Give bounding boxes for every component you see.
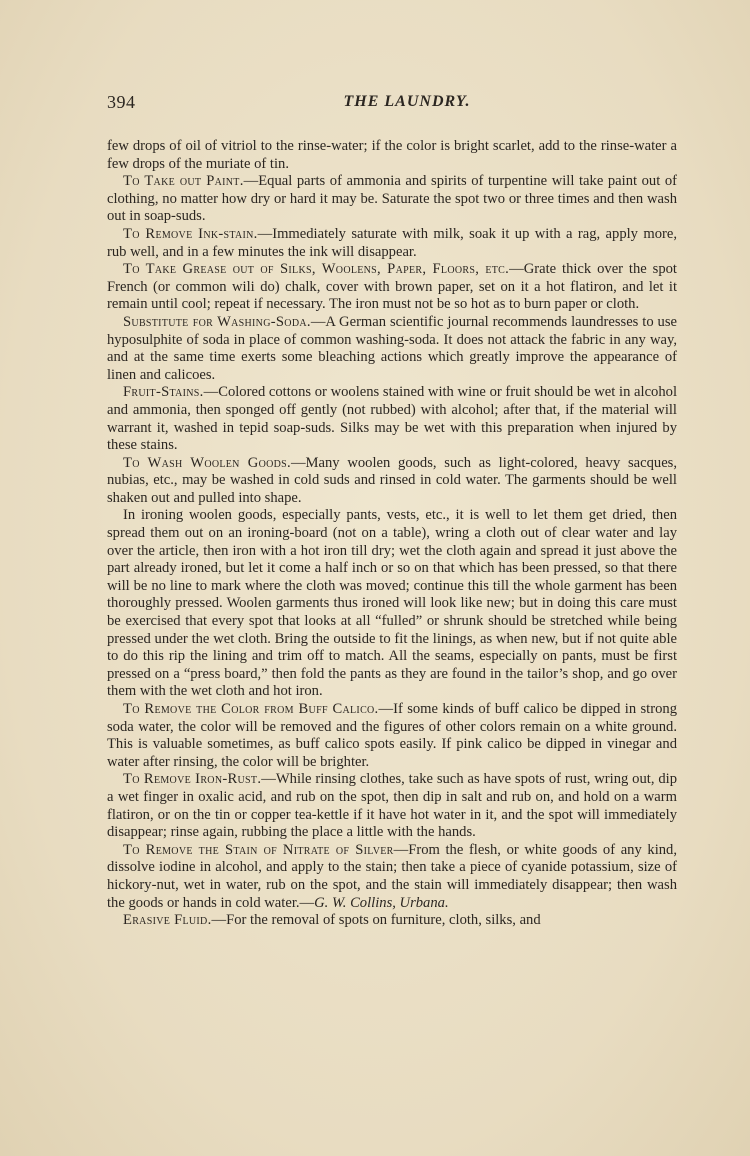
running-title: THE LAUNDRY.	[343, 93, 471, 110]
paragraph	[107, 507, 677, 701]
paragraph	[107, 261, 677, 314]
paragraph-heading: Fruit-Stains.	[123, 384, 204, 401]
paragraph-heading: To Take out Paint.	[123, 173, 244, 190]
paragraph-text: —For the removal of spots on furniture, cloth, silks, and	[211, 912, 541, 929]
paragraph	[107, 455, 677, 508]
paragraph-text: —Grate thick over the spot French (or common wili do) chalk, cover with brown paper, set on it a hot flatiron, and let it remain until cool; repeat if necessary. The iron must not be so hot as to burn paper or cloth.	[107, 261, 677, 313]
paragraph-text: —Equal parts of ammonia and spirits of turpentine will take paint out of clothing, no matter how dry or hard it may be. Saturate the spot two or three times and then wash out in soap-suds.	[107, 173, 677, 225]
paragraph-heading: To Remove the Color from Buff Calico.	[123, 701, 379, 717]
paragraph-heading: To Wash Woolen Goods.	[123, 454, 291, 471]
paragraph-heading: Erasive Fluid.	[123, 912, 212, 929]
paragraph	[107, 226, 677, 261]
paragraph	[107, 314, 677, 384]
paragraph-text: —If some kinds of buff calico be dipped in strong soda water, the color will be removed and the figures of other colors remain on a white ground. This is valuable sometimes, as buff calico spots easily. If pink calico be dipped in vinegar and water after rinsing, the color will be brighter.	[107, 701, 677, 770]
paragraph	[107, 173, 677, 226]
paragraph-text: —Colored cottons or woolens stained with wine or fruit should be wet in alcohol and ammonia, then sponged off gently (not rubbed) with alcohol; after that, if the material will warrant it, washed in tepid soap-suds. Silks may be wet with this preparation when injured by these stains.	[107, 384, 677, 454]
paragraph	[107, 384, 677, 454]
paragraph	[107, 912, 677, 930]
paragraph	[107, 138, 677, 173]
paragraph-heading: To Remove Iron-Rust.	[123, 771, 262, 788]
paragraph-text: In ironing woolen goods, especially pants, vests, etc., it is well to let them get dried, then spread them out on an ironing-board (not on a table), wring a cloth out of clear water and lay over the article, then iron with a hot iron till dry; wet the cloth again and spread it just above the part already ironed, but let it come a half inch or so on that which has been pressed, so that there will be no line to mark where the cloth was moved; continue this till the whole garment has been thoroughly pressed. Woolen garments thus ironed will look like new; but in doing this care must be exercised that every spot that looks at all “fulled” or shrunk should be stretched while being pressed under the wet cloth. Bring the outside to fit the linings, as when new, but if not quite able to do this rip the lining and trim off to match. All the seams, especially on pants, must be first pressed on a “press board,” then fold the pants as they are found in the tailor’s shop, and go over them with the wet cloth and hot iron.	[107, 507, 677, 700]
page-header	[107, 92, 677, 116]
paragraph-heading: To Remove the Stain of Nitrate of Silver	[123, 841, 394, 858]
body-text	[107, 138, 677, 930]
page-number: 394	[107, 92, 136, 112]
paragraph-text: —While rinsing clothes, take such as have spots of rust, wring out, dip a wet finger in oxalic acid, and rub on the spot, then dip in salt and rub on, and hold on a warm flatiron, or on the tin or copper tea-kettle if it have hot water in it, and the spot will immediately disappear; rinse again, rubbing the place a little with the hands.	[107, 771, 678, 841]
paragraph-heading: To Take Grease out of Silks, Woolens, Paper, Floors, etc.	[123, 261, 510, 278]
paragraph	[107, 701, 677, 771]
paragraph-text: —Immediately saturate with milk, soak it up with a rag, apply more, rub well, and in a few minutes the ink will disappear.	[107, 225, 677, 260]
paragraph-text: few drops of oil of vitriol to the rinse-water; if the color is bright scarlet, add to the rinse-water a few drops of the muriate of tin.	[107, 138, 677, 172]
paragraph	[107, 771, 677, 841]
signature: G. W. Collins, Urbana.	[314, 894, 449, 911]
paragraph-text: —Many woolen goods, such as light-colored, heavy sacques, nubias, etc., may be washed in cold suds and rinsed in cold water. The garments should be well shaken out and pulled into shape.	[107, 454, 678, 506]
paragraph-text: —A German scientific journal recommends laundresses to use hyposulphite of soda in place of common washing-soda. It does not attack the fabric in any way, and at the same time exerts some bleaching actions which greatly improve the appearance of linen and calicoes.	[107, 313, 677, 383]
paragraph	[107, 842, 677, 912]
paragraph-heading: To Remove Ink-stain.	[123, 225, 258, 242]
paragraph-heading: Substitute for Washing-Soda.	[123, 313, 311, 330]
paragraph-text: —From the flesh, or white goods of any kind, dissolve iodine in alcohol, and apply to the stain; then take a piece of cyanide potassium, size of hickory-nut, wet in water, rub on the spot, and the stain will immediately disappear; then wash the goods or hands in cold water.—	[107, 841, 677, 911]
